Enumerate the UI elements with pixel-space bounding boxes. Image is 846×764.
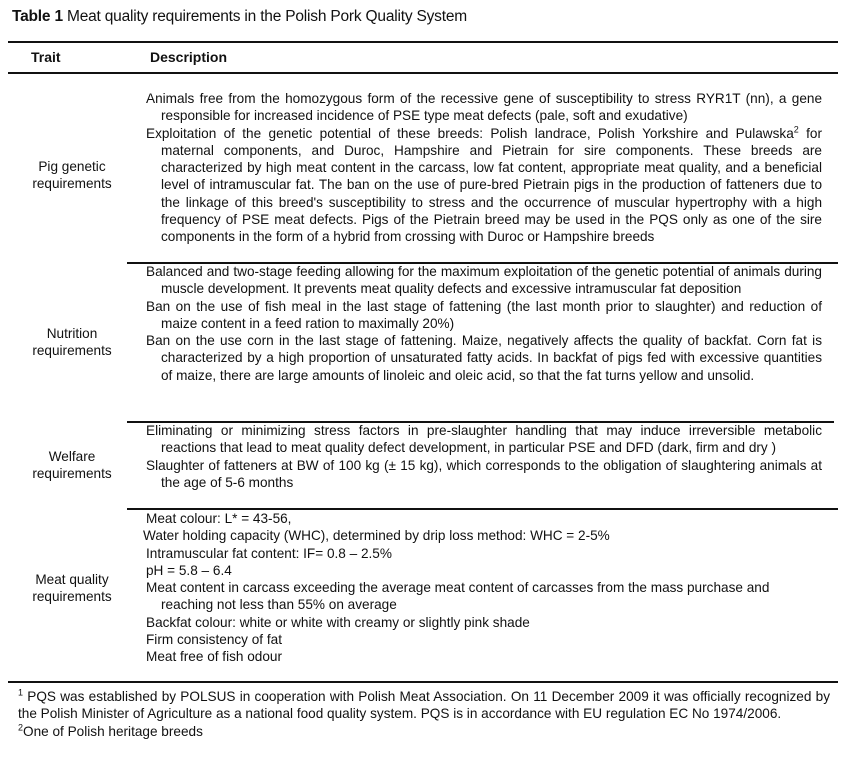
header-bottom-rule bbox=[8, 72, 838, 74]
trait-line: requirements bbox=[32, 466, 112, 481]
description-meat-quality bbox=[143, 510, 822, 666]
table-top-rule bbox=[8, 41, 838, 43]
list-item: Ban on the use of fish meal in the last stage of fattening (the last month prior to slaughter) and reduction of maize content in a feed ration to maximally 20%) bbox=[146, 298, 822, 331]
footnote-2 bbox=[18, 723, 830, 740]
trait-line: requirements bbox=[32, 343, 112, 358]
list-item: Balanced and two-stage feeding allowing for the maximum exploitation of the genetic potential of animals during muscle development. It prevents meat quality defects and excessive intramuscular fat deposition bbox=[146, 264, 822, 297]
description-welfare bbox=[146, 422, 822, 491]
list-item: Meat free of fish odour bbox=[146, 649, 283, 665]
footnote-marker: 1 bbox=[18, 687, 24, 698]
list-item: Slaughter of fatteners at BW of 100 kg (± 15 kg), which corresponds to the obligation of slaughtering animals at the age of 5-6 months bbox=[146, 457, 822, 490]
list-item: Meat content in carcass exceeding the average meat content of carcasses from the mass purchase and reaching not less than 55% on average bbox=[146, 580, 770, 613]
header-description: Description bbox=[150, 49, 228, 65]
item-text: Exploitation of the genetic potential of these breeds: Polish landrace, Polish Yorkshire and Pulawska bbox=[146, 125, 794, 141]
trait-line: Nutrition bbox=[46, 326, 98, 341]
table-bottom-rule bbox=[8, 681, 838, 683]
list-item: Intramuscular fat content: IF= 0.8 – 2.5% bbox=[146, 545, 392, 561]
list-item: Eliminating or minimizing stress factors in pre-slaughter handling that may induce irreversible metabolic reactions that lead to meat quality defect development, in particular PSE and DFD (dark, firm and dry ) bbox=[146, 423, 822, 456]
trait-line: Meat quality bbox=[35, 572, 109, 587]
table-caption bbox=[12, 8, 467, 26]
trait-nutrition bbox=[10, 325, 134, 359]
list-item: Water holding capacity (WHC), determined by drip loss method: WHC = 2-5% bbox=[143, 528, 610, 544]
trait-line: Pig genetic bbox=[38, 159, 106, 174]
trait-line: requirements bbox=[32, 176, 112, 191]
list-item: Meat colour: L* = 43-56, bbox=[146, 511, 292, 526]
list-item: Backfat colour: white or white with creamy or slightly pink shade bbox=[146, 614, 530, 630]
footnote-text: PQS was established by POLSUS in cooperation with Polish Meat Association. On 11 December 2009 it was officially recognized by the Polish Minister of Agriculture as a national food quality system. PQS is in accordance with EU regulation EC No 1974/2006. bbox=[18, 689, 830, 722]
trait-line: Welfare bbox=[48, 449, 96, 464]
list-item: pH = 5.8 – 6.4 bbox=[146, 562, 232, 578]
header-trait: Trait bbox=[31, 49, 61, 65]
list-item: Ban on the use corn in the last stage of fattening. Maize, negatively affects the quality of backfat. Corn fat is characterized by a high proportion of unsaturated fatty acids. In backfat of pigs fed with excessive quantities of maize, there are large amounts of linoleic and oleic acid, so that the fat turns yellow and unsolid. bbox=[146, 333, 822, 383]
list-item: Animals free from the homozygous form of the recessive gene of susceptibility to stress RYR1T (nn), a gene responsible for increased incidence of PSE type meat defects (pale, soft and exudative) bbox=[146, 91, 822, 124]
footnote-1 bbox=[18, 688, 830, 723]
table-title: Meat quality requirements in the Polish Pork Quality System bbox=[66, 8, 467, 25]
trait-meat-quality bbox=[10, 571, 134, 605]
table-label: Table 1 bbox=[12, 8, 63, 25]
footnote-marker: 2 bbox=[18, 722, 24, 733]
trait-welfare bbox=[10, 448, 134, 482]
trait-line: requirements bbox=[32, 589, 112, 604]
item-text: for maternal components, and Duroc, Hampshire and Pietrain for sire components. These breeds are characterized by high meat content in the carcass, low fat content, appropriate meat quality, and a beneficial level of intramuscular fat. The ban on the use of pure-bred Pietrain pigs in the production of fatteners due to the linkage of this breed's susceptibility to stress and the occurrence of muscular hypertrophy with a high frequency of PSE meat defects. Pigs of the Pietrain breed may be used in the PQS only as one of the sire components in the form of a hybrid from crossing with Duroc or Hampshire breeds bbox=[161, 125, 822, 245]
footnotes bbox=[18, 688, 830, 740]
footnote-ref: 2 bbox=[793, 124, 799, 135]
footnote-text: One of Polish heritage breeds bbox=[23, 723, 203, 739]
list-item bbox=[146, 125, 822, 246]
description-nutrition bbox=[146, 263, 822, 384]
trait-pig-genetic bbox=[10, 158, 134, 192]
description-pig-genetic bbox=[146, 90, 822, 246]
list-item: Firm consistency of fat bbox=[146, 632, 282, 648]
